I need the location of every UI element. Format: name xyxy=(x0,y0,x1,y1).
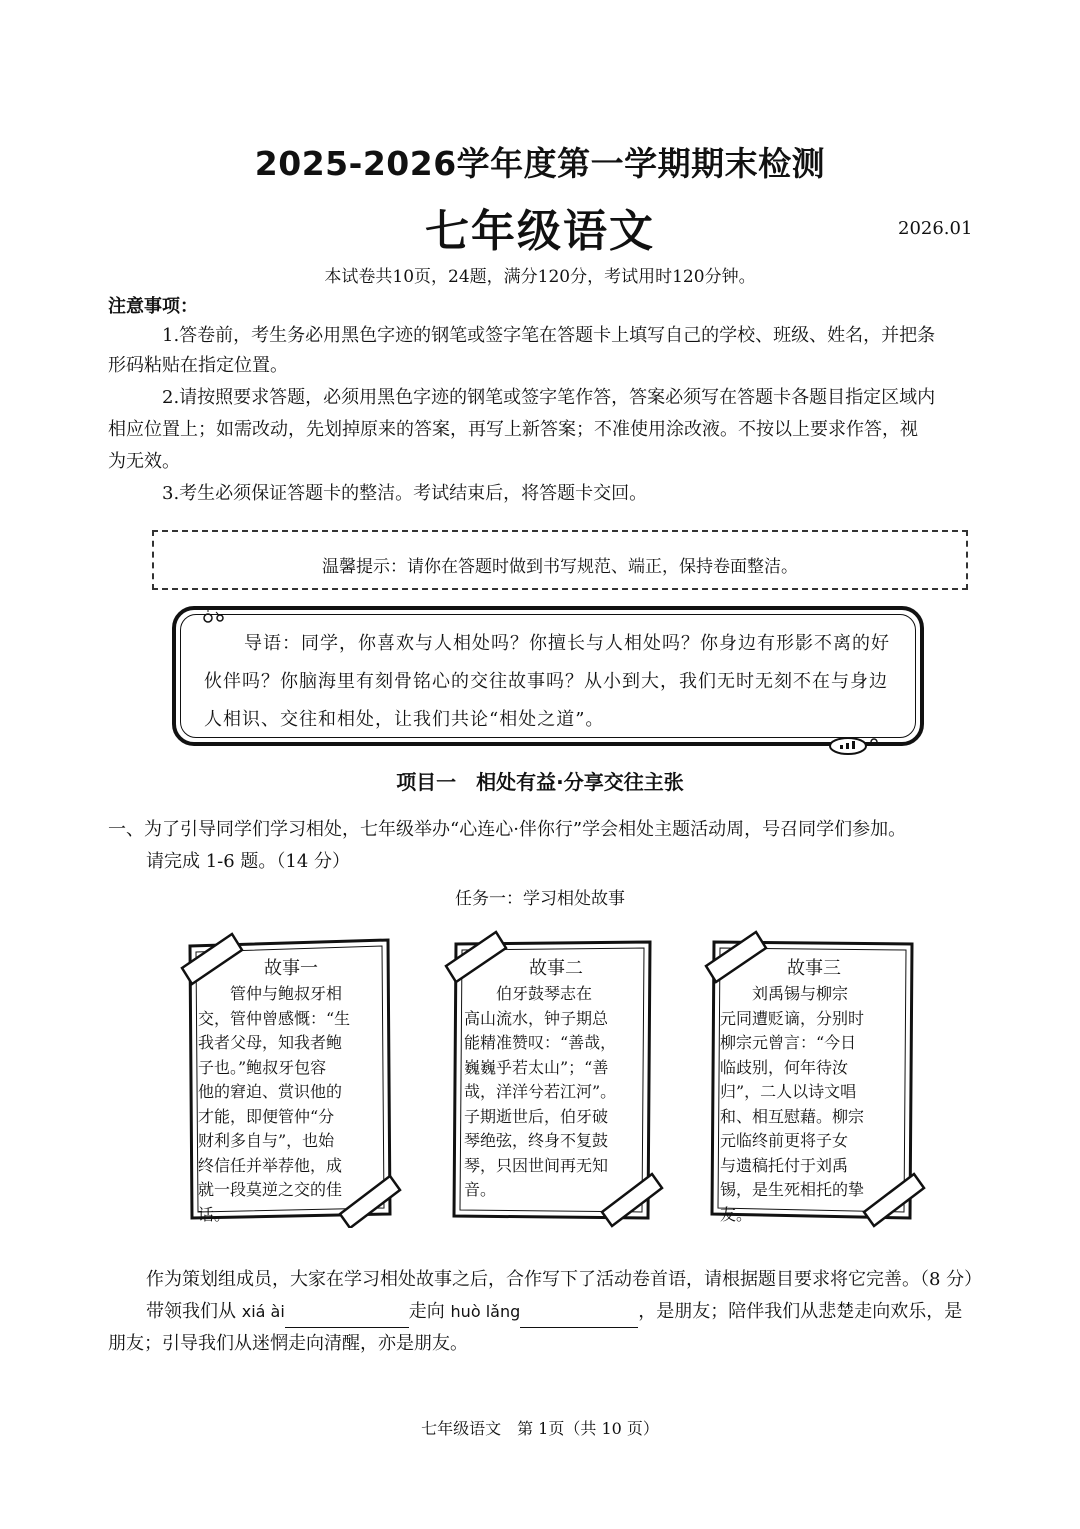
story-2-line: 哉，洋洋兮若江河”。 xyxy=(464,1082,617,1101)
story-1-line: 我者父母，知我者鲍 xyxy=(198,1033,343,1052)
fill-line-2: 朋友；引导我们从迷惘走向清醒，亦是朋友。 xyxy=(108,1333,468,1354)
guide-line-2: 伙伴吗？你脑海里有刻骨铭心的交往故事吗？从小到大，我们无时无刻不在与身边 xyxy=(204,671,888,692)
story-1-title: 故事一 xyxy=(264,958,318,979)
signal-icon xyxy=(824,736,884,756)
story-3-line: 与遗稿托付于刘禹 xyxy=(720,1155,849,1175)
story-3-line: 和、相互慰藉。柳宗 xyxy=(720,1106,865,1126)
story-3-title: 故事三 xyxy=(787,958,841,979)
story-1-line: 话。 xyxy=(198,1204,231,1224)
story-2-line: 琴，只因世间再无知 xyxy=(464,1155,609,1175)
story-2-title: 故事二 xyxy=(529,958,583,979)
fill-middle: 走向 xyxy=(408,1301,451,1322)
task-title: 任务一：学习相处故事 xyxy=(455,889,625,909)
story-1-line: 才能，即便管仲“分 xyxy=(198,1106,335,1126)
story-2-line: 能精准赞叹：“善哉， xyxy=(464,1033,617,1052)
exam-date: 2026.01 xyxy=(898,218,973,239)
story-2-line: 高山流水，钟子期总 xyxy=(464,1008,609,1028)
story-3-line: 锡，是生死相托的挚 xyxy=(720,1180,865,1199)
answer-blank-1[interactable] xyxy=(285,1305,409,1328)
section-title: 项目一 相处有益·分享交往主张 xyxy=(396,770,684,794)
notice-item-1-line-1: 1.答卷前，考生务必用黑色字迹的钢笔或签字笔在答题卡上填写自己的学校、班级、姓名，并把条 xyxy=(162,325,936,346)
notice-item-2-line-1: 2.请按照要求答题，必须用黑色字迹的钢笔或签字笔作答，答案必须写在答题卡各题目指定区域内 xyxy=(162,387,936,408)
notice-item-2-line-3: 为无效。 xyxy=(108,451,180,472)
story-3-line: 归”，二人以诗文唱 xyxy=(720,1082,857,1101)
guide-line-3: 人相识、交往和相处，让我们共论“相处之道”。 xyxy=(204,709,605,730)
story-1-line: 管仲与鲍叔牙相 xyxy=(230,984,343,1003)
fill-suffix: ，是朋友；陪伴我们从悲楚走向欢乐，是 xyxy=(638,1301,963,1322)
pinyin-2: huò lǎng xyxy=(450,1302,521,1321)
story-2-line: 琴绝弦，终身不复鼓 xyxy=(464,1131,609,1150)
tip-text: 温馨提示：请你在答题时做到书写规范、端正，保持卷面整洁。 xyxy=(322,557,798,577)
question-line-1: 一、为了引导同学们学习相处，七年级举办“心连心·伴你行”学会相处主题活动周，号召同学们参加。 xyxy=(108,819,907,840)
story-2-line: 音。 xyxy=(464,1180,497,1199)
fill-line-1 xyxy=(146,1296,962,1328)
story-1-line: 就一段莫逆之交的佳 xyxy=(198,1180,343,1199)
story-3-line: 刘禹锡与柳宗 xyxy=(752,984,849,1003)
story-2-line: 伯牙鼓琴志在 xyxy=(496,984,593,1003)
story-card-3 xyxy=(700,928,930,1228)
story-1-line: 终信任并举荐他，成 xyxy=(198,1155,343,1175)
prompt-text: 作为策划组成员，大家在学习相处故事之后，合作写下了活动卷首语，请根据题目要求将它完善。（8 分） xyxy=(146,1269,983,1290)
fill-prefix: 带领我们从 xyxy=(146,1301,242,1322)
answer-blank-2[interactable] xyxy=(520,1305,638,1328)
question-line-2: 请完成 1-6 题。（14 分） xyxy=(146,851,351,872)
exam-title: 2025-2026学年度第一学期期末检测 xyxy=(254,144,826,183)
story-1-line: 财利多自与”，也始 xyxy=(198,1131,335,1150)
exam-info: 本试卷共10页，24题，满分120分，考试用时120分钟。 xyxy=(324,267,756,287)
story-card-1 xyxy=(176,928,406,1228)
page-footer: 七年级语文 第 1页（共 10 页） xyxy=(421,1419,659,1438)
story-2-line: 子期逝世后，伯牙破 xyxy=(464,1106,609,1126)
sun-icon xyxy=(196,608,236,628)
story-1-line: 他的窘迫、赏识他的 xyxy=(198,1082,343,1101)
notice-heading: 注意事项： xyxy=(108,296,198,317)
story-card-2 xyxy=(440,928,670,1228)
story-1-line: 交，管仲曾感慨：“生 xyxy=(198,1008,351,1028)
story-3-line: 临歧别，何年待汝 xyxy=(720,1057,849,1077)
pinyin-1: xiá ài xyxy=(241,1302,285,1321)
story-3-line: 元同遭贬谪，分别时 xyxy=(720,1008,865,1028)
subject-title: 七年级语文 xyxy=(425,206,655,257)
story-2-line: 巍巍乎若太山”；“善 xyxy=(464,1057,609,1077)
notice-item-3: 3.考生必须保证答题卡的整洁。考试结束后，将答题卡交回。 xyxy=(162,483,648,504)
story-3-line: 友。 xyxy=(720,1204,753,1224)
notice-item-2-line-2: 相应位置上；如需改动，先划掉原来的答案，再写上新答案；不准使用涂改液。不按以上要求作答，视 xyxy=(108,419,918,440)
story-3-line: 柳宗元曾言：“今日 xyxy=(720,1033,857,1052)
story-3-line: 元临终前更将子女 xyxy=(720,1131,849,1150)
notice-item-1-line-2: 形码粘贴在指定位置。 xyxy=(108,355,288,376)
guide-line-1: 导语：同学，你喜欢与人相处吗？你擅长与人相处吗？你身边有形影不离的好 xyxy=(244,633,890,654)
story-1-line: 子也。”鲍叔牙包容 xyxy=(198,1057,327,1077)
